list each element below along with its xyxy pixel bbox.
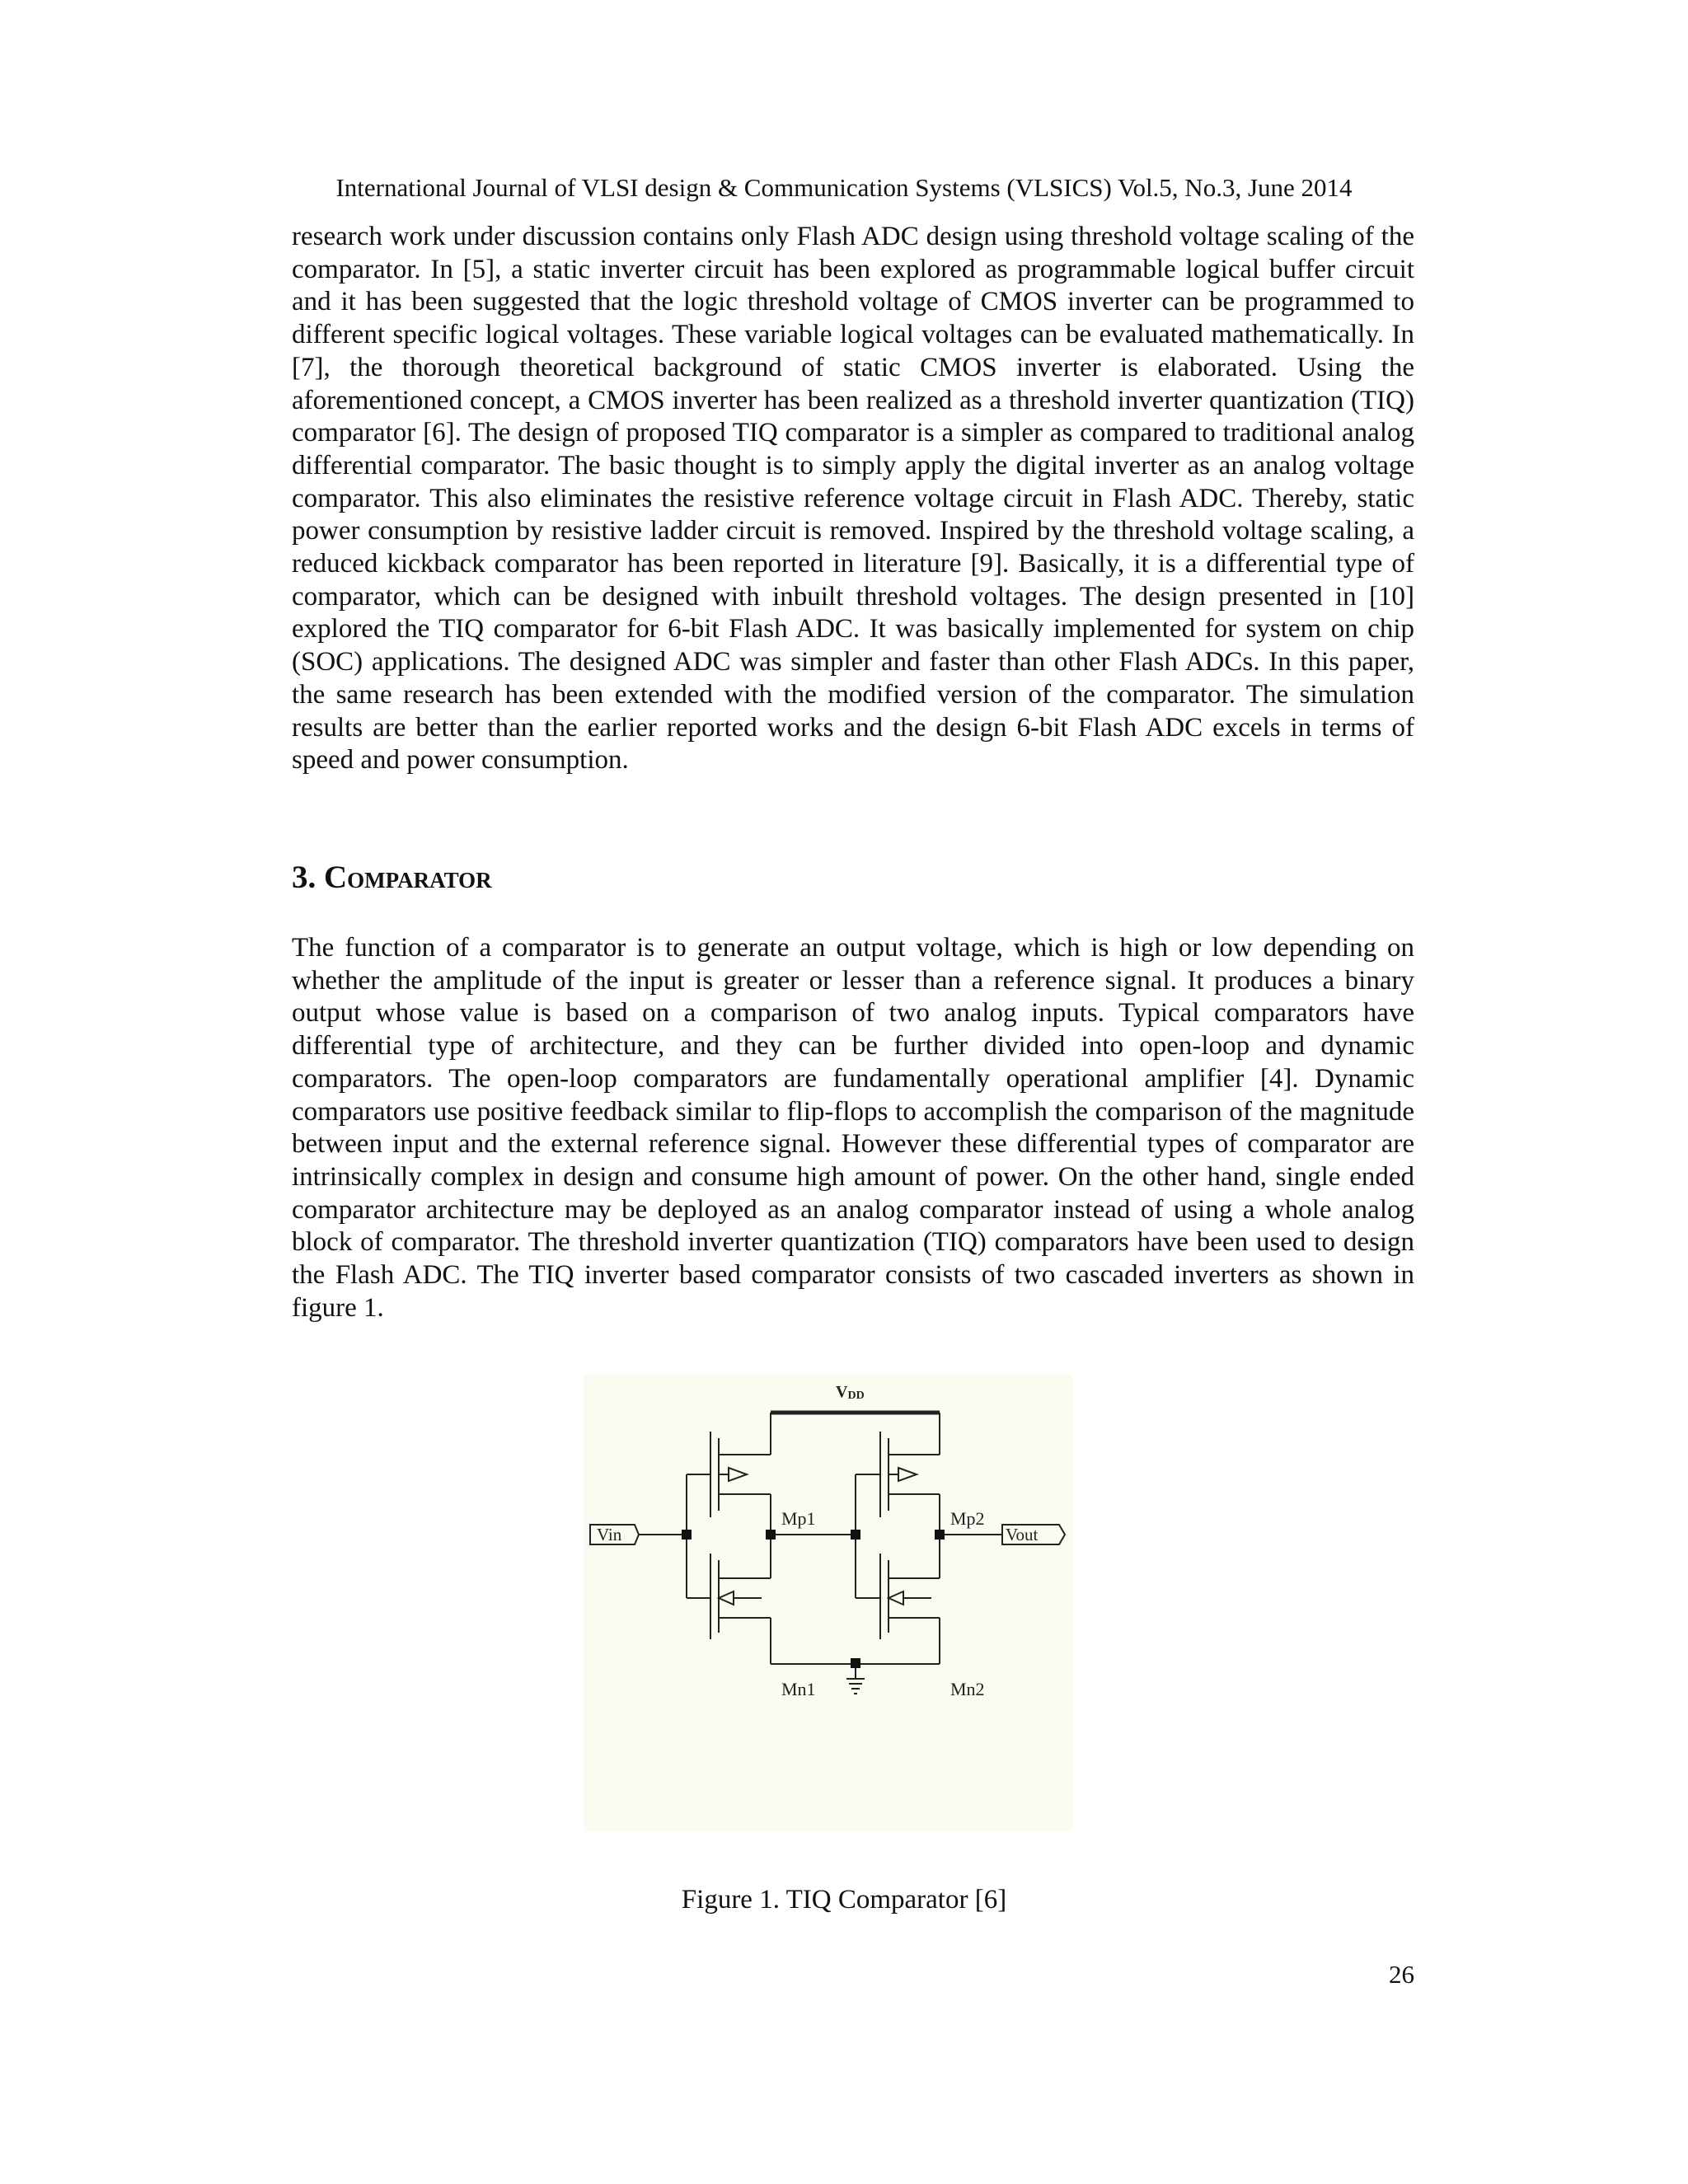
figure-caption: Figure 1. TIQ Comparator [6] — [681, 1885, 1007, 1915]
node-ground — [851, 1658, 860, 1668]
node-mid-left — [766, 1530, 776, 1540]
vdd-label: VDD — [836, 1383, 865, 1402]
mp1-label: Mp1 — [781, 1508, 816, 1529]
signal-wiring — [639, 1474, 1002, 1679]
node-mid-right — [851, 1530, 860, 1540]
vout-label: Vout — [1006, 1525, 1039, 1544]
paragraph-intro — [292, 221, 1414, 777]
running-head: International Journal of VLSI design & Communication Systems (VLSICS) Vol.5, No.3, June 2014 — [335, 173, 1353, 202]
vin-port — [590, 1525, 639, 1544]
ground-icon — [846, 1679, 865, 1694]
paragraph-comparator-text: The function of a comparator is to generate an output voltage, which is high or low depending on whether the amplitude of the input is greater or lesser than a reference signal. It produces a binary output whose value is based on a comparison of two analog inputs. Typical comparators have differential type of architecture, and they can be further divided into open-loop and dynamic comparators. The open-loop comparators are fundamentally operational amplifier [4]. Dynamic comparators use positive feedback similar to flip-flops to accomplish the comparison of the magnitude between input and the external reference signal. However these differential types of comparator are intrinsically complex in design and consume high amount of power. On the other hand, single ended comparator architecture may be deployed as an analog comparator instead of using a whole analog block of comparator. The threshold inverter quantization (TIQ) comparators have been used to design the Flash ADC. The TIQ inverter based comparator consists of two cascaded inverters as shown in figure 1. — [292, 933, 1414, 1323]
node-input — [682, 1530, 692, 1540]
mn2-transistor — [880, 1535, 940, 1664]
tiq-comparator-schematic — [584, 1374, 1072, 1831]
vout-port — [1002, 1525, 1065, 1544]
mp1-transistor — [710, 1413, 771, 1535]
paragraph-comparator — [292, 932, 1414, 1324]
vin-label: Vin — [597, 1525, 622, 1544]
mp2-transistor — [880, 1413, 940, 1535]
mp2-label: Mp2 — [950, 1508, 985, 1529]
mn1-transistor — [710, 1535, 771, 1664]
paragraph-intro-text: research work under discussion contains only Flash ADC design using threshold voltage scaling of the comparator. In [5], a static inverter circuit has been explored as programmable logical buffer circuit and it has been suggested that the logic threshold voltage of CMOS inverter can be programmed to different specific logical voltages. These variable logical voltages can be evaluated mathematically. In [7], the thorough theoretical background of static CMOS inverter is elaborated. Using the aforementioned concept, a CMOS inverter has been realized as a threshold inverter quantization (TIQ) comparator [6]. The design of proposed TIQ comparator is a simpler as compared to traditional analog differential comparator. The basic thought is to simply apply the digital inverter as an analog voltage comparator. This also eliminates the resistive reference voltage circuit in Flash ADC. Thereby, static power consumption by resistive ladder circuit is removed. Inspired by the threshold voltage scaling, a reduced kickback comparator has been reported in literature [9]. Basically, it is a differential type of comparator, which can be designed with inbuilt threshold voltages. The design presented in [10] explored the TIQ comparator for 6-bit Flash ADC. It was basically implemented for system on chip (SOC) applications. The designed ADC was simpler and faster than other Flash ADCs. In this paper, the same research has been extended with the modified version of the comparator. The simulation results are better than the earlier reported works and the design 6-bit Flash ADC excels in terms of speed and power consumption. — [292, 222, 1414, 776]
section-heading: 3. Comparator — [292, 860, 492, 895]
node-output — [935, 1530, 945, 1540]
mn2-label: Mn2 — [950, 1679, 985, 1699]
mn1-label: Mn1 — [781, 1679, 816, 1699]
page-number: 26 — [1389, 1960, 1414, 1989]
tiq-comparator-figure — [584, 1374, 1072, 1831]
